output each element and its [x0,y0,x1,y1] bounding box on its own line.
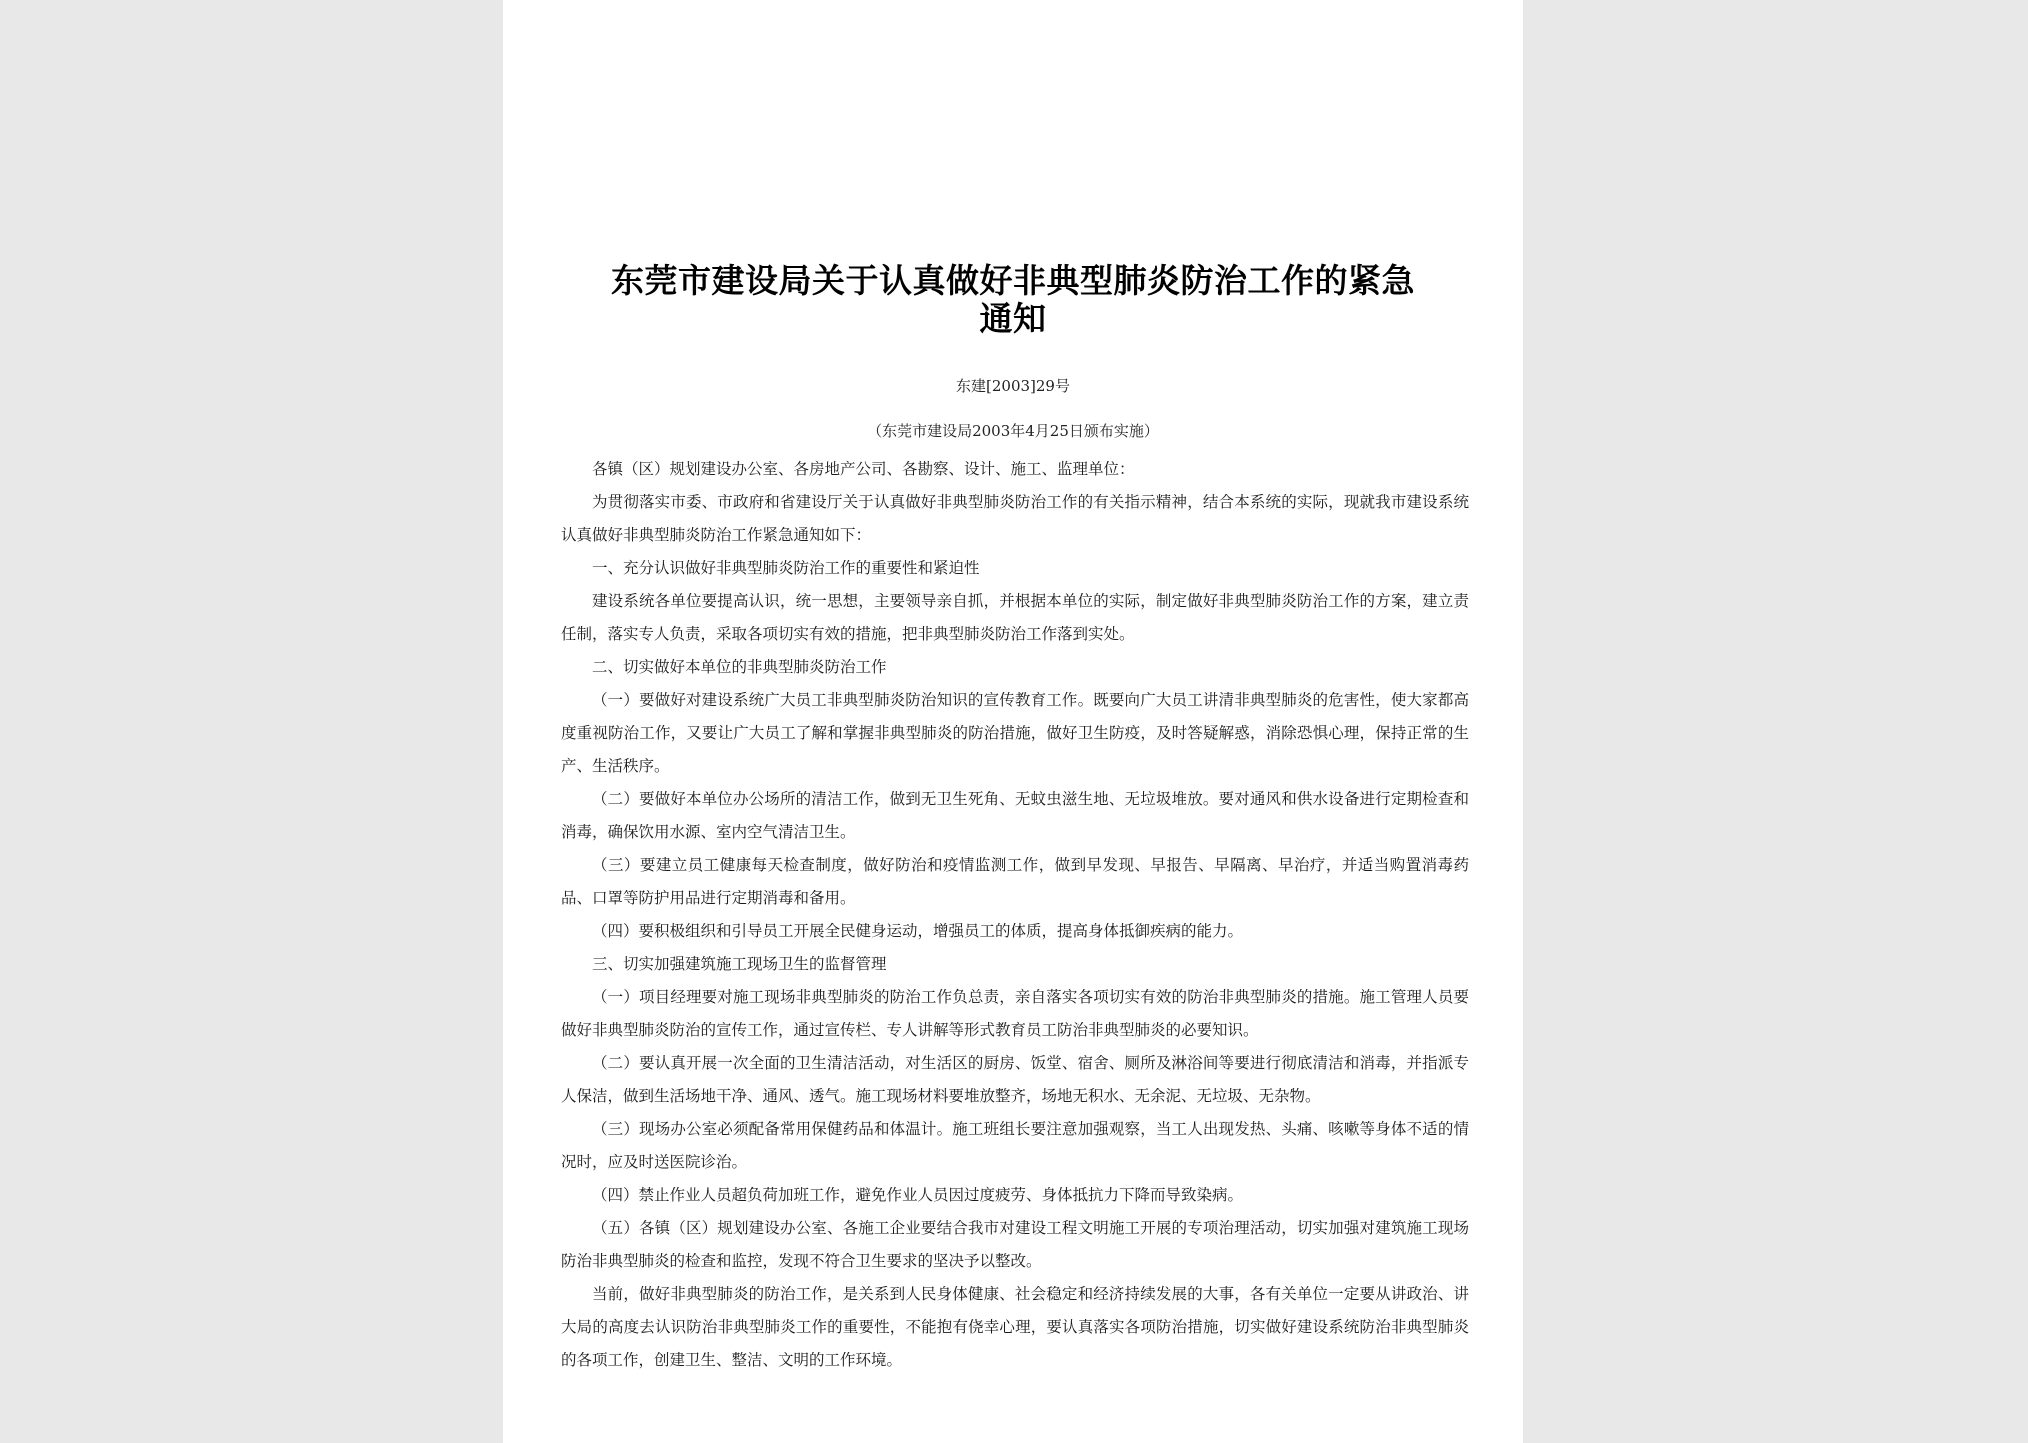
paragraph: （三）现场办公室必须配备常用保健药品和体温计。施工班组长要注意加强观察，当工人出现发热、头痛、咳嗽等身体不适的情况时，应及时送医院诊治。 [561,1120,1469,1171]
document-body [561,453,1469,1377]
paragraph: 建设系统各单位要提高认识，统一思想，主要领导亲自抓，并根据本单位的实际，制定做好非典型肺炎防治工作的方案，建立责任制，落实专人负责，采取各项切实有效的措施，把非典型肺炎防治工作落到实处。 [561,592,1469,643]
paragraph: （一）要做好对建设系统广大员工非典型肺炎防治知识的宣传教育工作。既要向广大员工讲清非典型肺炎的危害性，使大家都高度重视防治工作，又要让广大员工了解和掌握非典型肺炎的防治措施，做好卫生防疫，及时答疑解惑，消除恐惧心理，保持正常的生产、生活秩序。 [561,691,1469,775]
paragraph-addressee: 各镇（区）规划建设办公室、各房地产公司、各勘察、设计、施工、监理单位： [592,460,1135,478]
document-title: 东莞市建设局关于认真做好非典型肺炎防治工作的紧急通知 [611,261,1415,338]
document-number: 东建[2003]29号 [956,377,1070,395]
section-heading-1: 一、充分认识做好非典型肺炎防治工作的重要性和紧迫性 [592,559,980,577]
paragraph: （五）各镇（区）规划建设办公室、各施工企业要结合我市对建设工程文明施工开展的专项治理活动，切实加强对建筑施工现场防治非典型肺炎的检查和监控，发现不符合卫生要求的坚决予以整改。 [561,1219,1469,1270]
paragraph: （二）要认真开展一次全面的卫生清洁活动，对生活区的厨房、饭堂、宿舍、厕所及淋浴间等要进行彻底清洁和消毒，并指派专人保洁，做到生活场地干净、通风、透气。施工现场材料要堆放整齐，场地无积水、无余泥、无垃圾、无杂物。 [561,1054,1469,1105]
paragraph: （二）要做好本单位办公场所的清洁工作，做到无卫生死角、无蚊虫滋生地、无垃圾堆放。要对通风和供水设备进行定期检查和消毒，确保饮用水源、室内空气清洁卫生。 [561,790,1469,841]
paragraph: （四）要积极组织和引导员工开展全民健身运动，增强员工的体质，提高身体抵御疾病的能力。 [592,922,1244,940]
paragraph-closing: 当前，做好非典型肺炎的防治工作，是关系到人民身体健康、社会稳定和经济持续发展的大事，各有关单位一定要从讲政治、讲大局的高度去认识防治非典型肺炎工作的重要性，不能抱有侥幸心理，要认真落实各项防治措施，切实做好建设系统防治非典型肺炎的各项工作，创建卫生、整洁、文明的工作环境。 [561,1285,1469,1369]
paragraph: （三）要建立员工健康每天检查制度，做好防治和疫情监测工作，做到早发现、早报告、早隔离、早治疗，并适当购置消毒药品、口罩等防护用品进行定期消毒和备用。 [561,856,1469,907]
paragraph-intro: 为贯彻落实市委、市政府和省建设厅关于认真做好非典型肺炎防治工作的有关指示精神，结合本系统的实际，现就我市建设系统认真做好非典型肺炎防治工作紧急通知如下： [561,493,1469,544]
document-page [503,0,1523,1443]
section-heading-3: 三、切实加强建筑施工现场卫生的监督管理 [592,955,887,973]
paragraph: （一）项目经理要对施工现场非典型肺炎的防治工作负总责，亲自落实各项切实有效的防治非典型肺炎的措施。施工管理人员要做好非典型肺炎防治的宣传工作，通过宣传栏、专人讲解等形式教育员工防治非典型肺炎的必要知识。 [561,988,1469,1039]
paragraph: （四）禁止作业人员超负荷加班工作，避免作业人员因过度疲劳、身体抵抗力下降而导致染病。 [592,1186,1244,1204]
section-heading-2: 二、切实做好本单位的非典型肺炎防治工作 [592,658,887,676]
issue-note: （东莞市建设局2003年4月25日颁布实施） [867,422,1159,440]
